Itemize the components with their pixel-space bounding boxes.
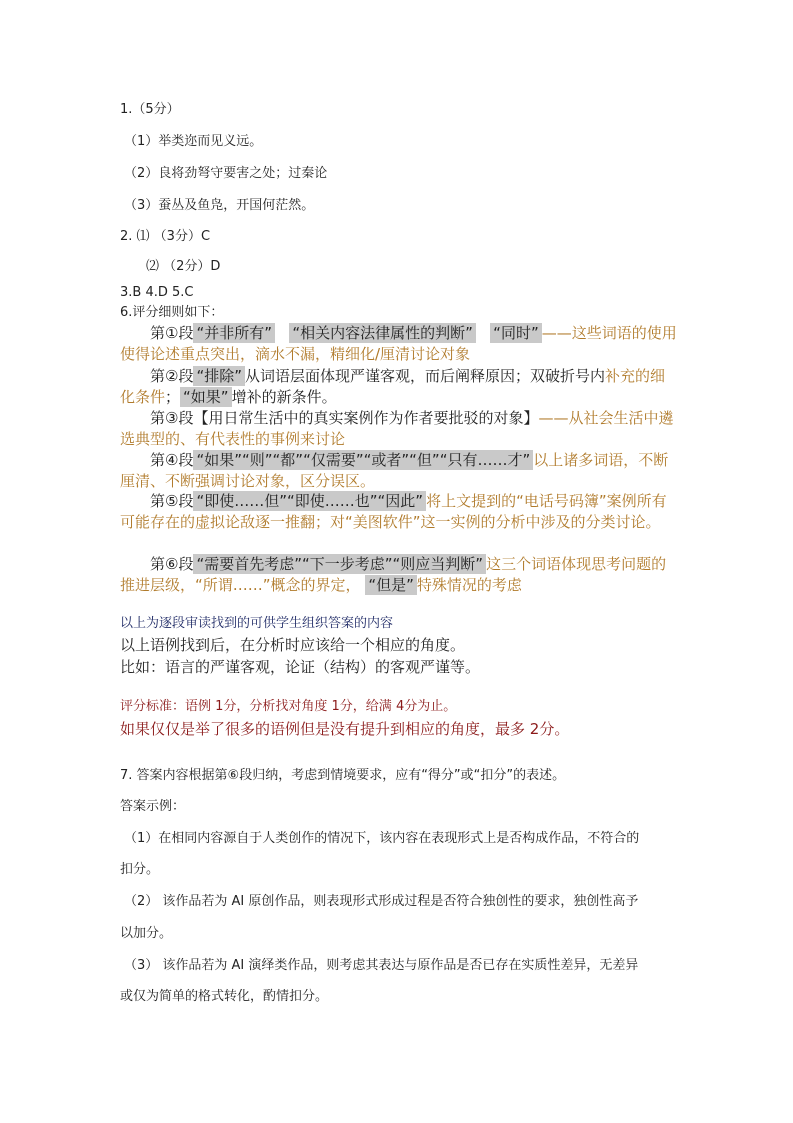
q6-paragraph-6: [120, 554, 680, 596]
highlight-term: “排除”: [193, 366, 245, 386]
para-lead: 第②段: [150, 367, 194, 385]
q6-paragraph-5: [120, 491, 680, 533]
q7-answer-2-line-2: 以加分。: [120, 926, 173, 941]
highlight-term: “如果”“则”“都”“仅需要”“或者”“但”“只有……才”: [193, 450, 533, 470]
q7-answer-2-line-1: （2） 该作品若为 AI 原创作品，则表现形式形成过程是否符合独创性的要求，独创性高予: [124, 894, 639, 909]
q1-answer-2: （2）良将劲弩守要害之处；过秦论: [124, 166, 328, 181]
q6-note-1: 以上为逐段审读找到的可供学生组织答案的内容: [120, 616, 394, 631]
highlight-term: “同时”: [490, 323, 542, 343]
q6-scoring-warning: 如果仅仅是举了很多的语例但是没有提升到相应的角度，最多 2分。: [120, 720, 570, 738]
analysis-text: 增补的新条件。: [231, 388, 337, 406]
q6-paragraph-2: [120, 366, 680, 408]
q2-heading: 2. ⑴ （3分）C: [120, 229, 211, 244]
analysis-text: 特殊情况的考虑: [416, 576, 522, 594]
q6-heading: 6.评分细则如下：: [120, 305, 224, 320]
analysis-text: ；: [165, 388, 181, 406]
analysis-text: 从词语层面体现严谨客观，而后阐释原因；双破折号内: [245, 367, 606, 385]
q7-answer-3-line-2: 或仅为简单的格式转化，酌情扣分。: [120, 989, 329, 1004]
q6-paragraph-1: [120, 323, 680, 365]
highlight-term: “需要首先考虑”“下一步考虑”“则应当判断”: [193, 554, 486, 574]
analysis-text: “所谓……”概念的界定，: [195, 576, 361, 594]
analysis-text: 【用日常生活中的真实案例作为作者要批驳的对象】: [193, 409, 539, 427]
q7-answer-1-line-2: 扣分。: [120, 862, 160, 877]
q1-answer-1: （1）举类迩而见义远。: [124, 134, 263, 149]
q7-heading: 7. 答案内容根据第⑥段归纳，考虑到情境要求，应有“得分”或“扣分”的表述。: [120, 768, 566, 783]
analysis-text: 将上文提到的“电话号码簿”案例所有可能存在的虚拟论敌逐一推翻；对“美图软件”这一实例的分析中涉及的分类讨论。: [120, 492, 667, 531]
q6-paragraph-4: [120, 450, 680, 492]
analysis-text: ——从社会生活中遴选典型的、有代表性的事例来讨论: [120, 409, 674, 448]
analysis-text: ——这些词语的使用使得论述重点突出，滴水不漏，精细化/厘清讨论对象: [120, 324, 677, 363]
analysis-text: 以上诸多词语，不断厘清、不断强调讨论对象，区分误区。: [120, 451, 669, 490]
q7-sample-label: 答案示例：: [120, 799, 186, 814]
q1-answer-3: （3）蚕丛及鱼凫，开国何茫然。: [124, 198, 315, 213]
highlight-term: “相关内容法律属性的判断”: [289, 323, 476, 343]
q6-note-2: 以上语例找到后，在分析时应该给一个相应的角度。: [120, 636, 466, 654]
q3-5-answers: 3.B 4.D 5.C: [120, 285, 194, 300]
para-lead: 第③段: [150, 409, 194, 427]
highlight-term: “如果”: [180, 387, 232, 407]
q6-scoring-standard: 评分标准：语例 1分，分析找对角度 1分，给满 4分为止。: [120, 699, 457, 714]
highlight-term: “但是”: [365, 575, 417, 595]
q7-answer-3-line-1: （3） 该作品若为 AI 演绎类作品，则考虑其表达与原作品是否已存在实质性差异，无差异: [124, 958, 639, 973]
para-lead: 第④段: [150, 451, 194, 469]
analysis-text: 这三个词语体现思考问题的推进层级，: [120, 555, 667, 594]
analysis-text: 补充的细化条件: [120, 367, 666, 406]
highlight-term: “即使……但”“即使……也”“因此”: [193, 491, 426, 511]
q6-note-3: 比如：语言的严谨客观，论证（结构）的客观严谨等。: [120, 658, 481, 676]
para-lead: 第①段: [150, 324, 194, 342]
highlight-term: “并非所有”: [193, 323, 275, 343]
q1-heading: 1.（5分）: [120, 102, 180, 117]
q2-answer-2: ⑵ （2分）D: [146, 259, 221, 274]
q6-paragraph-3: [120, 408, 680, 450]
para-lead: 第⑥段: [150, 555, 194, 573]
para-lead: 第⑤段: [150, 492, 194, 510]
q7-answer-1-line-1: （1）在相同内容源自于人类创作的情况下，该内容在表现形式上是否构成作品，不符合的: [124, 831, 640, 846]
